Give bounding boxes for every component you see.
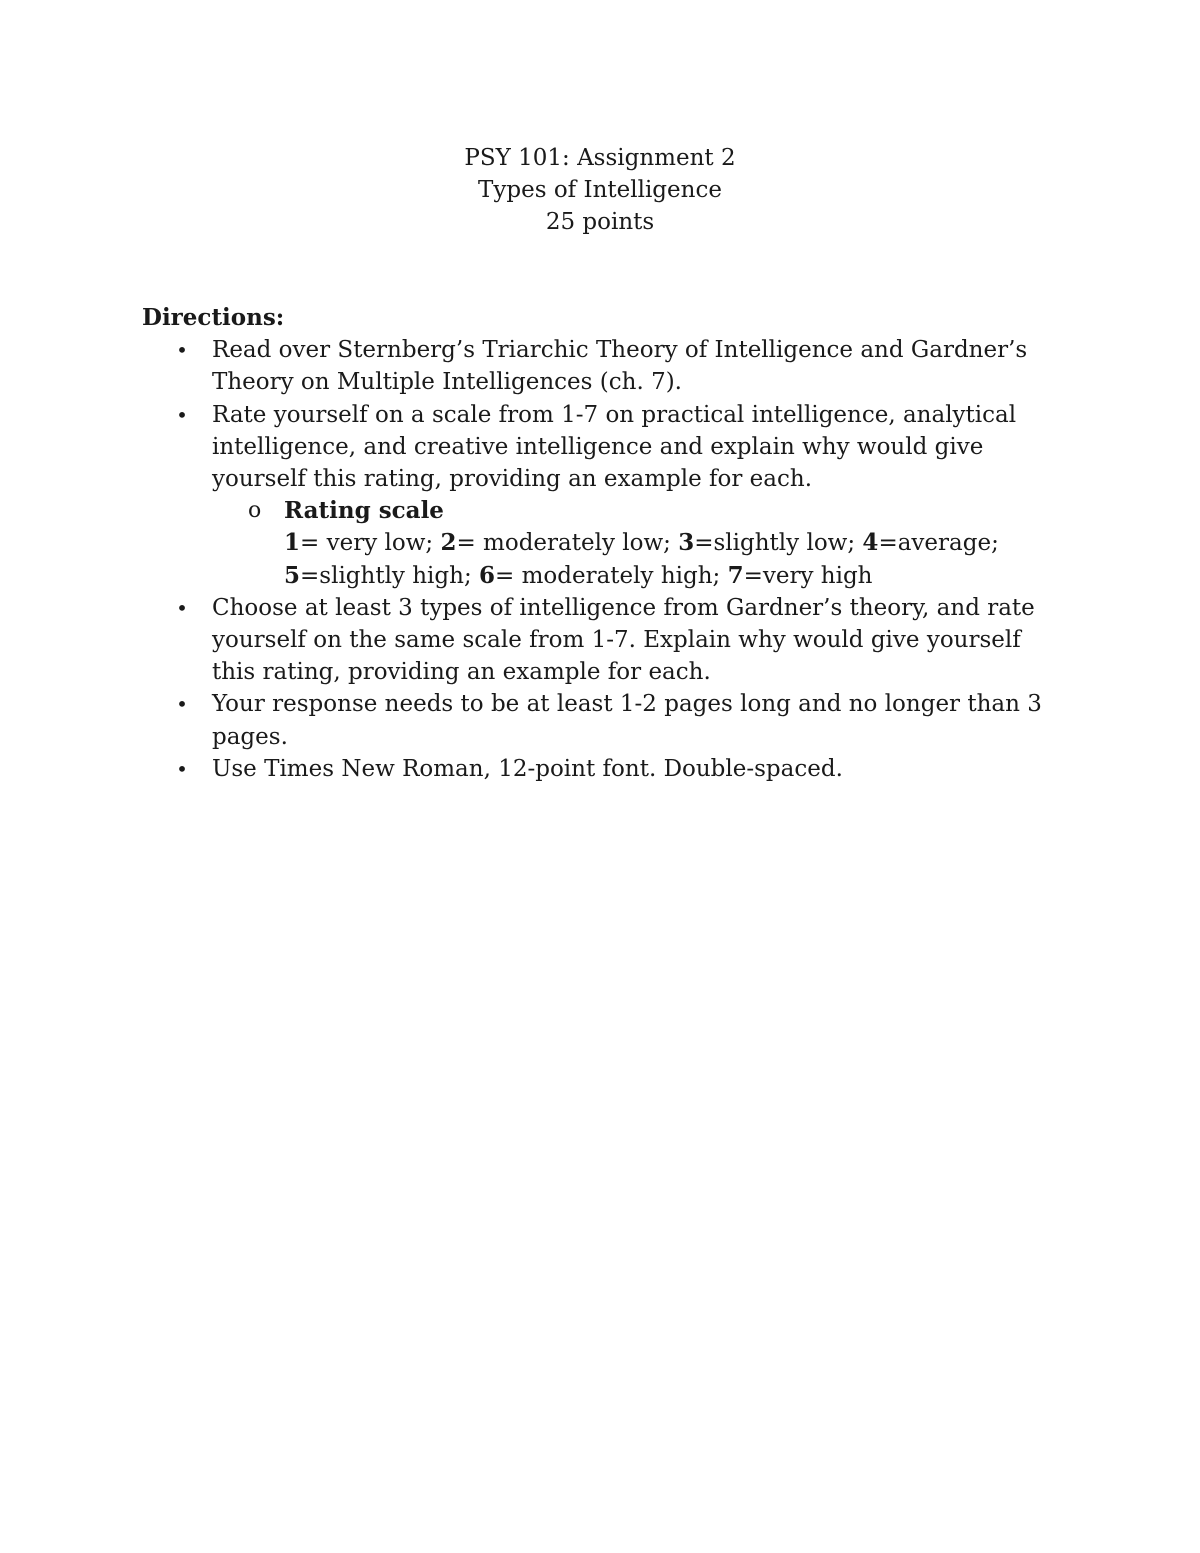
rating-number: 6 [479, 561, 496, 589]
rating-number: 4 [862, 529, 879, 557]
rating-description: =slightly low; [694, 530, 863, 557]
rating-scale-values [284, 527, 1062, 591]
bullet-icon: • [176, 402, 188, 427]
list-item-text: Use Times New Roman, 12-point font. Double-spaced. [212, 755, 843, 782]
rating-description: =very high [743, 562, 873, 589]
rating-description: = very low; [300, 530, 441, 557]
rating-scale-title: Rating scale [284, 497, 444, 525]
bullet-icon: • [176, 338, 188, 363]
directions-heading: Directions: [142, 304, 285, 331]
list-item [142, 592, 1062, 689]
bullet-icon: • [176, 595, 188, 620]
directions-list [142, 334, 1062, 785]
assignment-points: 25 points [545, 209, 655, 235]
course-assignment-title: PSY 101: Assignment 2 [464, 145, 736, 171]
rating-number: 7 [727, 561, 744, 589]
list-item-text: Read over Sternberg’s Triarchic Theory of Intelligence and Gardner’s Theory on Multiple Intelligences (ch. 7). [212, 337, 1028, 396]
rating-number: 1 [284, 529, 301, 557]
list-item [142, 753, 1062, 785]
rating-description: =slightly high; [300, 562, 480, 589]
rating-number: 3 [678, 529, 695, 557]
document-header [0, 142, 1200, 238]
assignment-topic: Types of Intelligence [478, 177, 722, 203]
list-item [142, 688, 1062, 752]
rating-description: =average; [878, 530, 999, 557]
rating-description: = moderately high; [495, 562, 728, 589]
rating-number: 2 [440, 529, 457, 557]
rating-scale-list [212, 495, 1062, 592]
rating-scale-item [212, 495, 1062, 592]
bullet-icon: • [176, 692, 188, 717]
list-item [142, 334, 1062, 398]
circle-bullet-icon: o [248, 498, 262, 524]
list-item-text: Choose at least 3 types of intelligence from Gardner’s theory, and rate yourself on the same scale from 1-7. Explain why would give yourself this rating, providing an example for each. [212, 594, 1035, 686]
list-item-text: Rate yourself on a scale from 1-7 on practical intelligence, analytical intelligence, and creative intelligence and explain why would give yourself this rating, providing an example for each. [212, 401, 1017, 493]
bullet-icon: • [176, 756, 188, 781]
rating-description: = moderately low; [456, 530, 679, 557]
rating-number: 5 [284, 561, 301, 589]
list-item-text: Your response needs to be at least 1-2 pages long and no longer than 3 pages. [212, 691, 1042, 750]
list-item [142, 399, 1062, 592]
document-body [142, 302, 1062, 785]
